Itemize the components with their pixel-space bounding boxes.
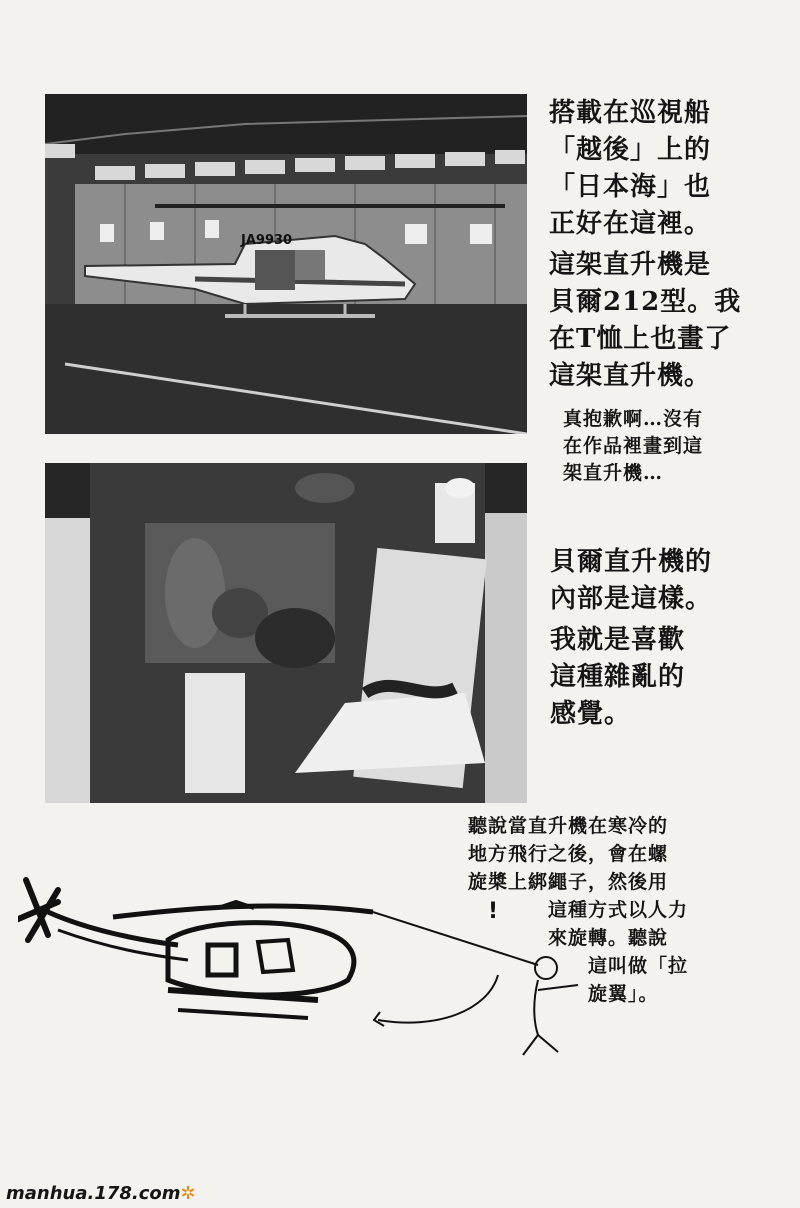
caption-apology: 真抱歉啊…沒有 在作品裡畫到這 架直升機… — [563, 408, 704, 484]
star-icon: ✲ — [180, 1183, 196, 1204]
interior-photo — [45, 463, 527, 803]
caption-rotor-pull-line: 旋翼」。 — [588, 983, 659, 1005]
site-text: manhua.178.com — [6, 1183, 181, 1204]
caption-rotor-pull-line: 來旋轉。聽說 — [548, 927, 669, 949]
registration-text: JA9930 — [241, 233, 293, 248]
hangar-photo — [45, 94, 527, 434]
caption-bell-212: 這架直升機是 貝爾212型。我 在T恤上也畫了 這架直升機。 — [549, 250, 742, 391]
caption-rotor-pull-line: 旋槳上綁繩子，然後用 — [468, 871, 669, 893]
caption-messy: 我就是喜歡 這種雜亂的 感覺。 — [550, 625, 686, 729]
caption-rotor-pull-line: 地方飛行之後，會在螺 — [468, 843, 669, 865]
caption-yamato-sea: 搭載在巡視船 「越後」上的 「日本海」也 正好在這裡。 — [549, 98, 712, 239]
caption-rotor-pull-line: 這叫做「拉 — [588, 955, 689, 977]
caption-rotor-pull-line: 這種方式以人力 — [548, 899, 689, 921]
caption-rotor-pull — [468, 812, 688, 1008]
caption-interior: 貝爾直升機的 內部是這樣。 — [550, 547, 713, 614]
caption-rotor-pull-line: 聽說當直升機在寒冷的 — [468, 815, 669, 837]
exclaim-mark: ! — [488, 899, 499, 924]
site-watermark — [6, 1183, 196, 1204]
